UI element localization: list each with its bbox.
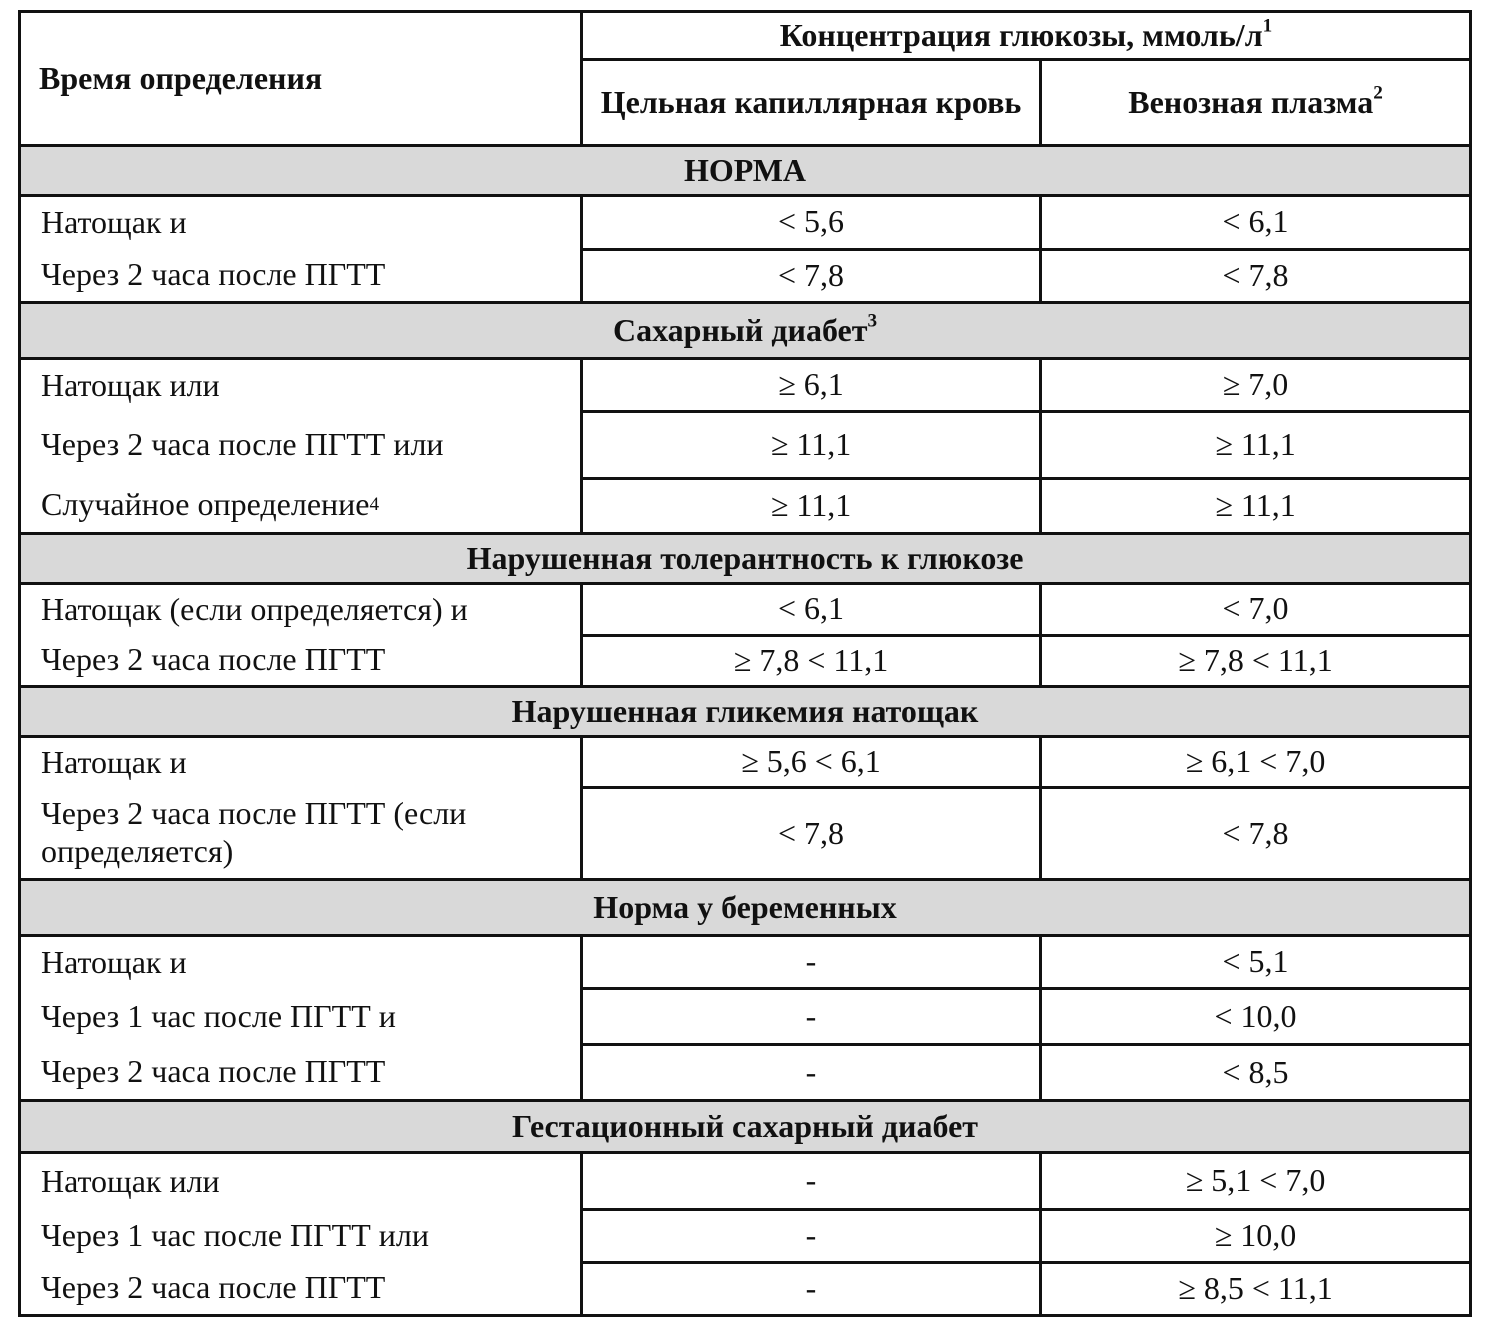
section-row <box>20 303 1471 359</box>
venous-value: < 8,5 <box>1041 1044 1471 1100</box>
section-row <box>20 687 1471 737</box>
time-label: Через 2 часа после ПГТТ <box>41 1269 386 1306</box>
capillary-value: - <box>582 1044 1041 1100</box>
time-label: Через 2 часа после ПГТТ (если определяется) <box>41 795 467 869</box>
capillary-value: - <box>582 1263 1041 1316</box>
venous-value: < 7,0 <box>1041 584 1471 636</box>
table-row <box>20 1153 1471 1210</box>
capillary-value: - <box>582 1210 1041 1263</box>
section-title: НОРМА <box>20 146 1471 196</box>
time-label-group <box>20 584 582 687</box>
footnote-1-marker: 1 <box>1262 15 1273 37</box>
venous-value: ≥ 11,1 <box>1041 479 1471 534</box>
table-body <box>20 12 1471 1316</box>
footnote-marker: 3 <box>867 310 878 332</box>
venous-value: ≥ 7,8 < 11,1 <box>1041 635 1471 687</box>
time-label: Через 1 час после ПГТТ и <box>41 997 396 1034</box>
time-label: Через 1 час после ПГТТ или <box>41 1217 429 1254</box>
section-row <box>20 534 1471 584</box>
capillary-value: < 7,8 <box>582 249 1041 303</box>
time-label-group <box>20 359 582 534</box>
table-row <box>20 196 1471 250</box>
section-title: Норма у беременных <box>20 880 1471 936</box>
header-row-1 <box>20 12 1471 60</box>
footnote-2-marker: 2 <box>1373 82 1383 104</box>
capillary-value: ≥ 11,1 <box>582 411 1041 478</box>
venous-value: < 6,1 <box>1041 196 1471 250</box>
capillary-value: < 6,1 <box>582 584 1041 636</box>
venous-value: ≥ 10,0 <box>1041 1210 1471 1263</box>
time-label: Через 2 часа после ПГТТ или <box>41 426 444 463</box>
time-label: Натощак (если определяется) и <box>41 591 468 628</box>
time-label: Натощак или <box>41 1163 220 1200</box>
capillary-value: ≥ 6,1 <box>582 359 1041 412</box>
section-title: Нарушенная толерантность к глюкозе <box>20 534 1471 584</box>
time-label: Натощак и <box>41 744 187 781</box>
time-column-header: Время определения <box>20 12 582 146</box>
venous-value: ≥ 5,1 < 7,0 <box>1041 1153 1471 1210</box>
capillary-blood-header: Цельная капиллярная кровь <box>582 60 1041 146</box>
section-title: Гестационный сахарный диабет <box>20 1101 1471 1153</box>
venous-plasma-header: Венозная плазма$^2$ <box>1041 60 1471 146</box>
venous-value: < 10,0 <box>1041 988 1471 1044</box>
table-row <box>20 359 1471 412</box>
section-title: Нарушенная гликемия натощак <box>20 687 1471 737</box>
table-row <box>20 936 1471 989</box>
venous-value: ≥ 11,1 <box>1041 411 1471 478</box>
capillary-value: - <box>582 988 1041 1044</box>
concentration-header: Концентрация глюкозы, ммоль/$л^1$ <box>582 12 1471 60</box>
table-row <box>20 737 1471 788</box>
section-row <box>20 1101 1471 1153</box>
time-label: Случайное определение 4 <box>41 486 380 523</box>
capillary-value: ≥ 5,6 < 6,1 <box>582 737 1041 788</box>
capillary-value: ≥ 7,8 < 11,1 <box>582 635 1041 687</box>
venous-value: < 7,8 <box>1041 249 1471 303</box>
venous-value: < 5,1 <box>1041 936 1471 989</box>
section-row <box>20 880 1471 936</box>
glucose-criteria-table <box>18 10 1472 1317</box>
capillary-value: - <box>582 1153 1041 1210</box>
section-row <box>20 146 1471 196</box>
capillary-value: < 5,6 <box>582 196 1041 250</box>
capillary-value: < 7,8 <box>582 788 1041 880</box>
venous-value: ≥ 7,0 <box>1041 359 1471 412</box>
time-label: Натощак или <box>41 367 220 404</box>
venous-value: ≥ 6,1 < 7,0 <box>1041 737 1471 788</box>
time-label-group <box>20 737 582 880</box>
time-label: Через 2 часа после ПГТТ <box>41 256 386 293</box>
time-label: Натощак и <box>41 944 187 981</box>
time-label-group <box>20 1153 582 1316</box>
time-label: Через 2 часа после ПГТТ <box>41 1052 386 1089</box>
venous-value: < 7,8 <box>1041 788 1471 880</box>
table-row <box>20 584 1471 636</box>
section-title: Сахарный диабет$^3$ <box>20 303 1471 359</box>
venous-value: ≥ 8,5 < 11,1 <box>1041 1263 1471 1316</box>
capillary-value: - <box>582 936 1041 989</box>
time-label-group <box>20 196 582 303</box>
time-label: Натощак и <box>41 204 187 241</box>
time-label-group <box>20 936 582 1101</box>
capillary-value: ≥ 11,1 <box>582 479 1041 534</box>
time-label: Через 2 часа после ПГТТ <box>41 641 386 678</box>
